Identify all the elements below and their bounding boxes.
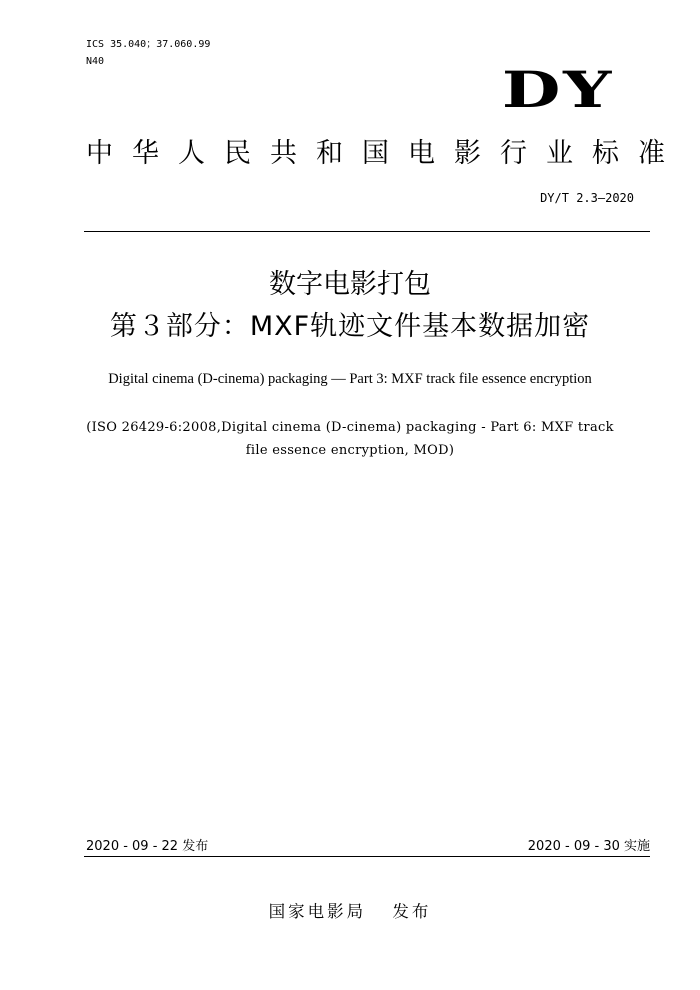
standard-number: DY/T 2.3—2020	[540, 191, 634, 205]
top-divider	[84, 231, 650, 232]
bottom-divider	[84, 856, 650, 857]
implementation-date: 2020 - 09 - 30 实施	[527, 839, 650, 854]
document-title-en: Digital cinema (D-cinema) packaging — Part 3: MXF track file essence encryption	[108, 371, 592, 387]
document-title-cn-line1: 数字电影打包	[269, 269, 431, 300]
iso-reference-line1: (ISO 26429-6:2008,Digital cinema (D-cinema) packaging - Part 6: MXF track	[86, 420, 614, 435]
dy-logo: DY	[501, 60, 614, 119]
standard-title: 中华人民共和国电影行业标准	[86, 138, 684, 169]
iso-reference-line2: file essence encryption, MOD)	[245, 443, 455, 458]
publisher: 国家电影局 发布	[268, 902, 432, 921]
issue-date: 2020 - 09 - 22 发布	[86, 839, 209, 854]
document-title-cn-line2: 第３部分：MXF轨迹文件基本数据加密	[109, 311, 591, 342]
ics-code: ICS 35.040；37.060.99	[86, 39, 211, 50]
classification-code: N40	[86, 56, 105, 67]
